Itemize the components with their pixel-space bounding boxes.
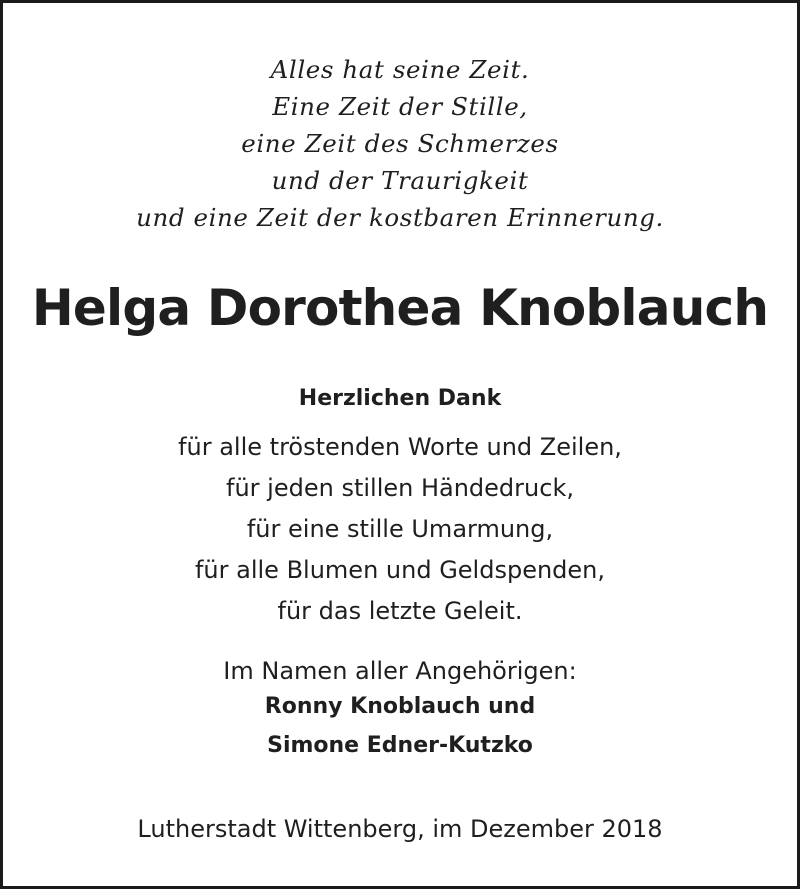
poem-line: und der Traurigkeit [271,166,529,195]
thanks-line: für jeden stillen Händedruck, [226,474,574,502]
deceased-name: Helga Dorothea Knoblauch [31,279,769,337]
signoff-intro: Im Namen aller Angehörigen: [223,657,577,685]
thanks-line: für alle Blumen und Geldspenden, [194,556,606,584]
signer-name: Ronny Knoblauch und [264,694,536,719]
signer-name: Simone Edner-Kutzko [267,733,533,758]
poem-line: eine Zeit des Schmerzes [241,129,559,158]
memorial-poem [3,51,797,236]
thanks-line: für das letzte Geleit. [277,597,523,625]
thanks-list [3,427,797,632]
thanks-heading: Herzlichen Dank [298,386,502,411]
poem-line: Alles hat seine Zeit. [270,55,530,84]
poem-line: Eine Zeit der Stille, [272,92,528,121]
place-and-date: Lutherstadt Wittenberg, im Dezember 2018 [137,815,663,843]
thanks-line: für alle tröstenden Worte und Zeilen, [178,433,622,461]
thanks-line: für eine stille Umarmung, [246,515,554,543]
poem-line: und eine Zeit der kostbaren Erinnerung. [136,203,664,232]
